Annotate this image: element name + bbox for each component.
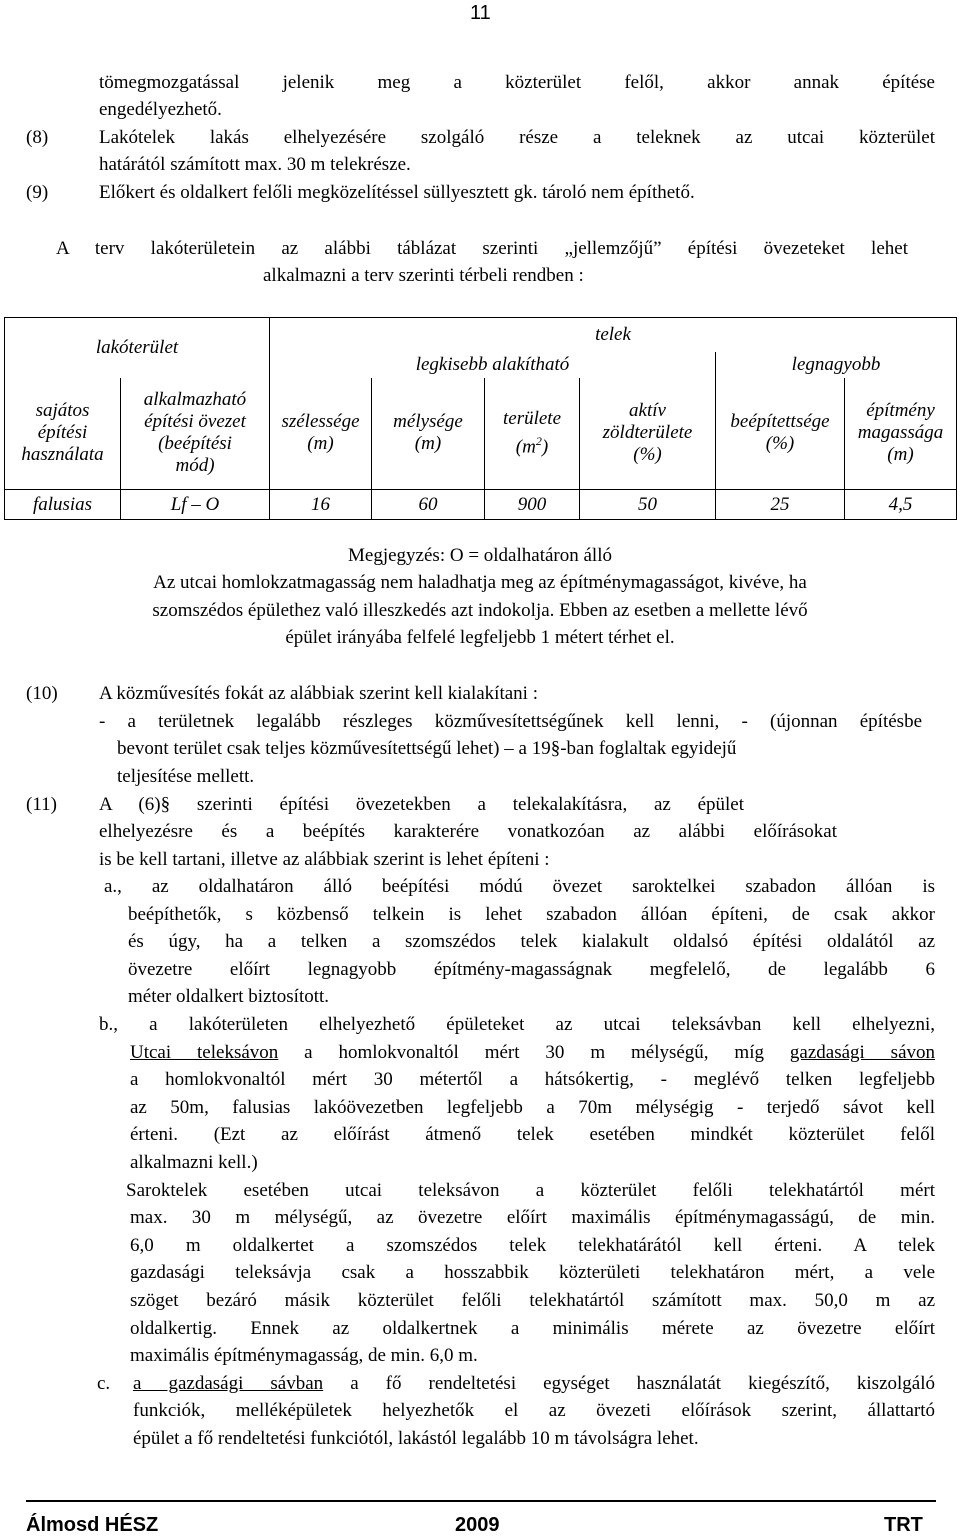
col-zoldterulet: aktív zöldterülete (%) xyxy=(580,378,716,490)
note-line: épület irányába felfelé legfeljebb 1 métert térhet el. xyxy=(285,627,675,648)
text-line: alkalmazni kell.) xyxy=(130,1152,258,1173)
col-magassag: építmény magassága (m) xyxy=(845,378,957,490)
footer-year: 2009 xyxy=(455,1514,500,1536)
list-label: c. xyxy=(97,1373,111,1394)
cell: 50 xyxy=(580,490,716,520)
text-line: épület a fő rendeltetési funkciótól, lakástól legalább 10 m távolságra lehet. xyxy=(133,1428,699,1449)
header-telek: telek xyxy=(270,318,957,352)
header-lakoterulet: lakóterület xyxy=(5,318,270,378)
col-szelesseg: szélessége (m) xyxy=(270,378,372,490)
text-line: 6,0 m oldalkertet a szomszédos telek telekhatárától kell érteni. A telek xyxy=(130,1235,935,1256)
text-line: szöget bezáró másik közterület felőli telekhatártól számított max. 50,0 m az xyxy=(130,1290,935,1311)
text-line: gazdasági teleksávja csak a hosszabbik közterületi telekhatáron mért, a vele xyxy=(130,1262,935,1283)
text-line: maximális építménymagasság, de min. 6,0 m. xyxy=(130,1345,478,1366)
intro-line: alkalmazni a terv szerinti térbeli rendben : xyxy=(263,265,584,286)
text-line: engedélyezhető. xyxy=(99,99,222,120)
table-row xyxy=(5,490,957,520)
text-line: oldalkertig. Ennek az oldalkertnek a minimális mérete az övezetre előírt xyxy=(130,1318,935,1339)
header-legkisebb: legkisebb alakítható xyxy=(270,352,716,378)
col-melyseg: mélysége (m) xyxy=(372,378,485,490)
text-line: Előkert és oldalkert felőli megközelítéssel süllyesztett gk. tároló nem építhető. xyxy=(99,182,695,203)
text-line: határától számított max. 30 m telekrésze. xyxy=(99,154,411,175)
text-line: Utcai teleksávon a homlokvonaltól mért 30 m mélységű, míg gazdasági sávon xyxy=(130,1042,936,1063)
zoning-table xyxy=(4,317,957,520)
cell: 25 xyxy=(716,490,845,520)
col-beepitettseg: beépítettsége (%) xyxy=(716,378,845,490)
text-line: Lakótelek lakás elhelyezésére szolgáló része a teleknek az utcai közterület xyxy=(99,127,935,148)
text-line: bevont terület csak teljes közművesítettségű lehet) – a 19§-ban foglaltak egyidejű xyxy=(117,738,737,759)
text-line: övezetre előírt legnagyobb építmény-magasságnak megfelelő, de legalább 6 xyxy=(128,959,935,980)
text-line: A (6)§ szerinti építési övezetekben a telekalakításra, az épület xyxy=(99,794,744,815)
page-number: 11 xyxy=(470,2,491,24)
cell: 16 xyxy=(270,490,372,520)
text-line: b., a lakóterületen elhelyezhető épületeket az utcai teleksávban kell elhelyezni, xyxy=(99,1014,935,1035)
text-line: max. 30 m mélységű, az övezetre előírt maximális építménymagasságú, de min. xyxy=(130,1207,935,1228)
intro-line: A terv lakóterületein az alábbi táblázat szerinti „jellemzőjű” építési övezeteket lehet xyxy=(56,238,908,259)
footer-code: TRT xyxy=(884,1514,923,1536)
text-line: - a területnek legalább részleges közművesítettségűnek kell lenni, - (újonnan építésbe xyxy=(99,711,922,732)
text-line: is be kell tartani, illetve az alábbiak szerint is lehet építeni : xyxy=(99,849,550,870)
text-line: a homlokvonaltól mért 30 métertől a hátsókertig, - meglévő telken legfeljebb xyxy=(130,1069,935,1090)
note-megjegyzes: Megjegyzés: O = oldalhatáron álló xyxy=(348,545,612,566)
text-line: teljesítése mellett. xyxy=(117,766,255,787)
note-line: szomszédos épülethez való illeszkedés azt indokolja. Ebben az esetben a mellette lévő xyxy=(152,600,808,621)
text-line: méter oldalkert biztosított. xyxy=(128,986,330,1007)
paragraph-number: (9) xyxy=(26,182,49,203)
text-line: a gazdasági sávban a fő rendeltetési egységet használatát kiegészítő, kiszolgáló xyxy=(133,1373,935,1394)
text-line: érteni. (Ezt az előírást átmenő telek esetében mindkét közterület felől xyxy=(130,1124,935,1145)
cell: 60 xyxy=(372,490,485,520)
text-line: elhelyezésre és a beépítés karakterére vonatkozóan az alábbi előírásokat xyxy=(99,821,837,842)
footer-rule xyxy=(26,1500,936,1502)
text-line: és úgy, ha a telken a szomszédos telek kialakult oldalsó építési oldalától az xyxy=(128,931,935,952)
text-line: az 50m, falusias lakóövezetben legfeljebb a 70m mélységig - terjedő sávot kell xyxy=(130,1097,935,1118)
col-sajatos: sajátos építési használata xyxy=(5,378,121,490)
note-line: Az utcai homlokzatmagasság nem haladhatja meg az építménymagasságot, kivéve, ha xyxy=(153,572,807,593)
text-line: beépíthetők, s közbenső telkein is lehet szabadon állóan építeni, de csak akkor xyxy=(128,904,935,925)
header-legnagyobb: legnagyobb xyxy=(716,352,957,378)
text-line: funkciók, melléképületek helyezhetők el az övezeti előírások szerint, állattartó xyxy=(133,1400,935,1421)
paragraph-number: (11) xyxy=(26,794,57,815)
cell: 4,5 xyxy=(845,490,957,520)
footer-author: Álmosd HÉSZ xyxy=(26,1514,159,1536)
paragraph-number: (8) xyxy=(26,127,49,148)
cell: 900 xyxy=(485,490,580,520)
text-line: A közművesítés fokát az alábbiak szerint kell kialakítani : xyxy=(99,683,538,704)
cell: Lf – O xyxy=(121,490,270,520)
col-terulet: területe $(m^2)$ xyxy=(485,378,580,490)
text-line: tömegmozgatással jelenik meg a közterület felől, akkor annak építése xyxy=(99,72,935,93)
paragraph-number: (10) xyxy=(26,683,58,704)
text-line: Saroktelek esetében utcai teleksávon a közterület felőli telekhatártól mért xyxy=(126,1180,935,1201)
col-alkalmazhato: alkalmazható építési övezet (beépítési mód) xyxy=(121,378,270,490)
cell: falusias xyxy=(5,490,121,520)
text-line: a., az oldalhatáron álló beépítési módú övezet saroktelkei szabadon állóan is xyxy=(104,876,935,897)
